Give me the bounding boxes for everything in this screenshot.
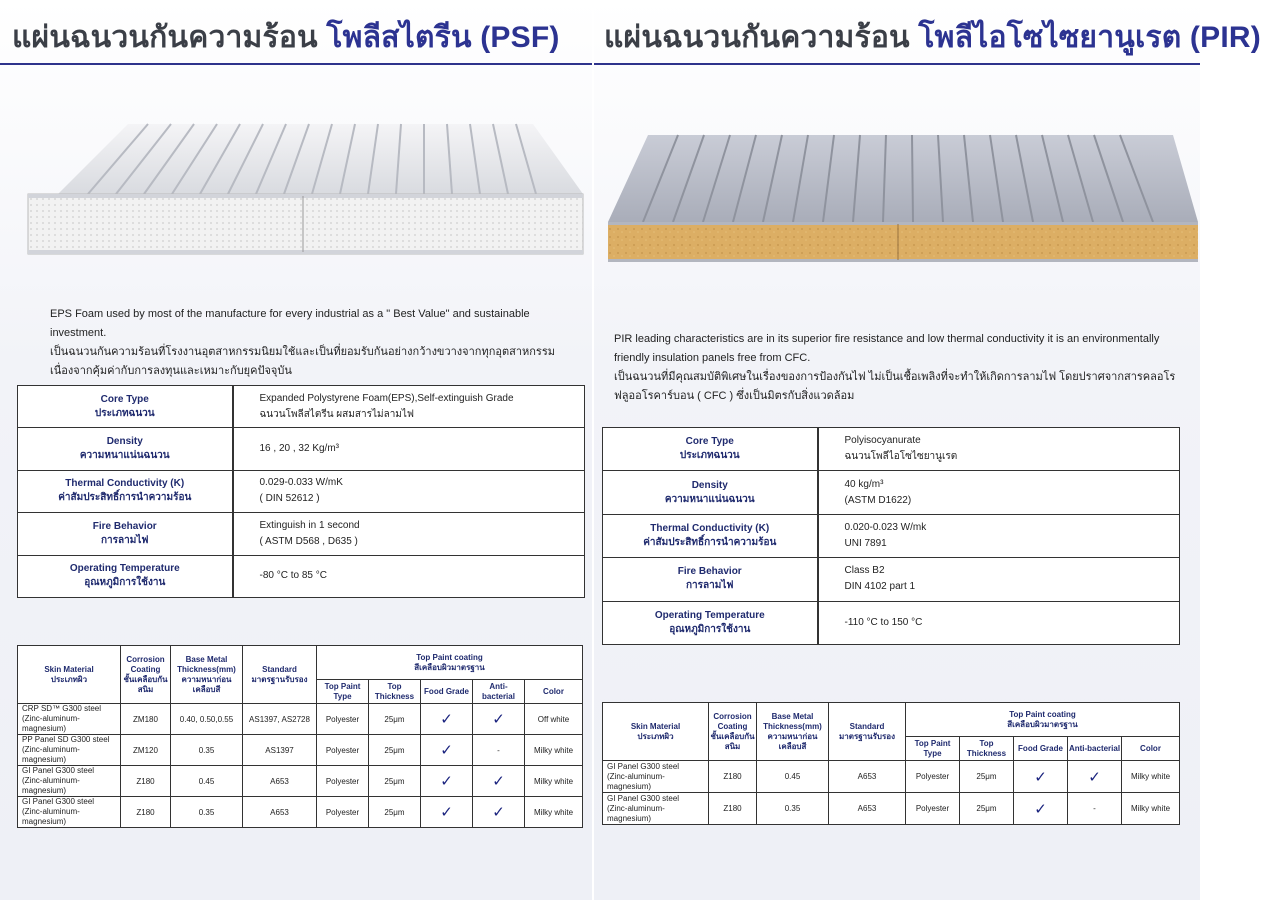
header-color: Color (525, 680, 583, 704)
psf-desc-th: เป็นฉนวนกันความร้อนที่โรงงานอุตสาหกรรมนิยมใช้และเป็นที่ยอมรับกันอย่างกว้างขวางจากทุกอุตสาหกรรมเนื่องจากคุ้มค่ากับการลงทุนและเหมาะกับยุคปัจจุบัน (50, 346, 555, 377)
cell-top-thickness: 25μm (960, 761, 1014, 793)
spec-value-1: -110 °C to 150 °C (844, 616, 923, 628)
spec-key-th: การลามไฟ (101, 534, 149, 546)
cell-top-thickness: 25μm (369, 766, 421, 797)
header-coating-th: ชั้นเคลือบกันสนิม (710, 731, 755, 751)
material-sub: (Zinc-aluminum-magnesium) (22, 745, 80, 764)
pir-desc-en: PIR leading characteristics are in its superior fire resistance and low thermal conductivity it is an environmentally friendly insulation panels free from CFC. (614, 333, 1160, 364)
material-sub: (Zinc-aluminum-magnesium) (607, 771, 665, 791)
header-skin (603, 703, 709, 761)
cell-color: Milky white (525, 766, 583, 797)
material-sub: (Zinc-aluminum-magnesium) (22, 807, 80, 826)
spec-key-th: ประเภทฉนวน (94, 407, 155, 419)
cell-standard: A653 (243, 797, 317, 828)
check-icon: ✓ (1014, 793, 1068, 825)
cell-coating: ZM180 (121, 704, 171, 735)
header-top-thickness: Top Thickness (369, 680, 421, 704)
spec-key (603, 558, 818, 601)
spec-key-en: Fire Behavior (677, 566, 742, 578)
cell-paint-type: Polyester (317, 797, 369, 828)
cell-paint-type: Polyester (906, 793, 960, 825)
cell-top-thickness: 25μm (369, 797, 421, 828)
header-coating-en: Corrosion Coating (713, 711, 752, 731)
header-standard-th: มาตรฐานรับรอง (838, 731, 895, 741)
spec-key-en: Thermal Conductivity (K) (650, 522, 770, 534)
spec-row (603, 428, 1180, 471)
header-top-paint-en: Top Paint coating (1009, 709, 1076, 719)
table-row (603, 761, 1180, 793)
spec-key-en: Core Type (685, 436, 734, 448)
pir-heading (604, 14, 1261, 61)
spec-key (18, 470, 233, 512)
cell-standard: AS1397 (243, 735, 317, 766)
cell-color: Milky white (525, 797, 583, 828)
cell-color: Off white (525, 704, 583, 735)
psf-title-thai: แผ่นฉนวนกันความร้อน (12, 21, 318, 54)
table-row (18, 766, 583, 797)
spec-value-2: ( ASTM D568 , D635 ) (259, 535, 358, 547)
cell-coating: Z180 (121, 797, 171, 828)
pir-material-table (602, 702, 1180, 825)
material-name: GI Panel G300 steel (22, 766, 95, 775)
pir-panel (594, 0, 1261, 900)
title-rule (594, 63, 1200, 65)
spec-key-en: Thermal Conductivity (K) (65, 478, 185, 490)
header-standard (829, 703, 906, 761)
header-food-grade: Food Grade (1014, 737, 1068, 761)
spec-key-th: ค่าสัมประสิทธิ์การนำความร้อน (643, 536, 777, 548)
spec-value-2: ( DIN 52612 ) (259, 493, 320, 505)
header-standard (243, 646, 317, 704)
spec-value-2: (ASTM D1622) (844, 494, 912, 506)
material-name: GI Panel G300 steel (607, 761, 680, 771)
cell-material (18, 797, 121, 828)
cell-color: Milky white (1122, 793, 1180, 825)
header-skin-en: Skin Material (44, 664, 94, 674)
check-icon: ✓ (421, 735, 473, 766)
header-thickness (757, 703, 829, 761)
cell-coating: Z180 (121, 766, 171, 797)
cell-thickness: 0.45 (757, 761, 829, 793)
spec-row (18, 386, 585, 428)
psf-title-product: โพลีสไตรีน (PSF) (326, 21, 560, 54)
cell-thickness: 0.35 (171, 797, 243, 828)
spec-value-1: -80 °C to 85 °C (259, 570, 327, 582)
header-paint-type: Top Paint Type (317, 680, 369, 704)
cell-paint-type: Polyester (317, 735, 369, 766)
table-row (18, 797, 583, 828)
header-coating (121, 646, 171, 704)
header-top-paint-th: สีเคลือบผิวมาตรฐาน (414, 662, 485, 672)
material-sub: (Zinc-aluminum-magnesium) (22, 776, 80, 795)
spec-value-2: UNI 7891 (844, 537, 887, 549)
header-standard-en: Standard (262, 664, 297, 674)
cell-coating: Z180 (709, 793, 757, 825)
header-anti-bacterial: Anti-bacterial (473, 680, 525, 704)
spec-row (603, 601, 1180, 644)
cell-material (603, 761, 709, 793)
header-top-paint (906, 703, 1180, 737)
spec-value-1: Extinguish in 1 second (259, 519, 360, 531)
cell-standard: A653 (243, 766, 317, 797)
spec-key (603, 471, 818, 514)
spec-value (818, 471, 1180, 514)
spec-row (18, 555, 585, 597)
spec-row (603, 514, 1180, 557)
cell-thickness: 0.40, 0.50,0.55 (171, 704, 243, 735)
spec-value-1: 40 kg/m³ (844, 478, 884, 490)
spec-value-2: DIN 4102 part 1 (844, 581, 916, 593)
spec-value-2: ฉนวนโพลีไอโซไซยานูเรต (844, 451, 958, 463)
spec-key-th: การลามไฟ (686, 580, 734, 592)
spec-key-en: Density (691, 479, 728, 491)
title-rule (0, 63, 594, 65)
spec-key-en: Fire Behavior (92, 520, 157, 532)
cell-standard: A653 (829, 761, 906, 793)
cell-material (18, 735, 121, 766)
header-standard-th: มาตรฐานรับรอง (251, 674, 308, 684)
psf-spec-table (17, 385, 585, 598)
spec-key-en: Operating Temperature (69, 563, 180, 575)
header-skin-th: ประเภทผิว (637, 731, 674, 741)
cell-material (603, 793, 709, 825)
spec-value (818, 601, 1180, 644)
psf-panel (0, 0, 594, 900)
spec-value-1: Class B2 (844, 565, 885, 577)
cell-material (18, 766, 121, 797)
spec-key (18, 428, 233, 470)
table-row (18, 704, 583, 735)
cell-standard: AS1397, AS2728 (243, 704, 317, 735)
cell-top-thickness: 25μm (369, 735, 421, 766)
header-skin-th: ประเภทผิว (50, 674, 88, 684)
cell-material (18, 704, 121, 735)
pir-desc-th: เป็นฉนวนที่มีคุณสมบัติพิเศษในเรื่องของการป้องกันไฟ ไม่เป็นเชื้อเพลิงที่จะทำให้เกิดการลามไฟ โดยปราศจากสารคลอโรฟลูออโรคาร์บอน ( CFC ) ซึ่งเป็นมิตรกับสิ่งแวดล้อม (614, 371, 1176, 402)
spec-key-en: Core Type (100, 393, 149, 405)
table-row (603, 793, 1180, 825)
material-sub: (Zinc-aluminum-magnesium) (607, 803, 665, 823)
spec-key-th: ความหนาแน่นฉนวน (664, 493, 755, 505)
spec-row (18, 513, 585, 555)
header-thickness-th: ความหนาก่อนเคลือบสี (181, 674, 232, 694)
spec-value (233, 513, 585, 555)
check-icon: ✓ (1068, 761, 1122, 793)
cell-top-thickness: 25μm (369, 704, 421, 735)
eps-sandwich-panel-image (28, 124, 588, 274)
material-name: CRP SD™ G300 steel (22, 704, 101, 713)
cell-anti-bacterial: - (473, 735, 525, 766)
material-sub: (Zinc-aluminum-magnesium) (22, 714, 80, 733)
spec-row (18, 470, 585, 512)
spec-row (603, 471, 1180, 514)
cell-standard: A653 (829, 793, 906, 825)
header-thickness (171, 646, 243, 704)
spec-key (18, 555, 233, 597)
spec-key (18, 386, 233, 428)
spec-key (603, 428, 818, 471)
header-thickness-en: Base Metal Thickness(mm) (177, 654, 236, 674)
cell-coating: ZM120 (121, 735, 171, 766)
cell-coating: Z180 (709, 761, 757, 793)
spec-value (233, 386, 585, 428)
header-thickness-en: Base Metal Thickness(mm) (763, 711, 822, 731)
psf-description (50, 305, 580, 381)
spec-value-1: 0.029-0.033 W/mK (259, 477, 343, 489)
cell-color: Milky white (525, 735, 583, 766)
spec-key (603, 514, 818, 557)
check-icon: ✓ (473, 766, 525, 797)
cell-anti-bacterial: - (1068, 793, 1122, 825)
spec-key-th: อุณหภูมิการใช้งาน (669, 623, 751, 635)
check-icon: ✓ (473, 797, 525, 828)
material-name: GI Panel G300 steel (22, 797, 95, 806)
header-top-paint (317, 646, 583, 680)
header-color: Color (1122, 737, 1180, 761)
psf-material-table (17, 645, 583, 828)
header-skin (18, 646, 121, 704)
spec-value-1: 16 , 20 , 32 Kg/m³ (259, 443, 339, 455)
spec-key-en: Operating Temperature (654, 609, 765, 621)
cell-top-thickness: 25μm (960, 793, 1014, 825)
header-skin-en: Skin Material (630, 721, 681, 731)
spec-row (18, 428, 585, 470)
cell-color: Milky white (1122, 761, 1180, 793)
pir-sandwich-panel-image (608, 130, 1198, 270)
header-coating-en: Corrosion Coating (126, 654, 165, 674)
cell-paint-type: Polyester (906, 761, 960, 793)
spec-value (233, 428, 585, 470)
header-top-paint-th: สีเคลือบผิวมาตรฐาน (1007, 719, 1078, 729)
pir-title-thai: แผ่นฉนวนกันความร้อน (604, 21, 910, 54)
spec-key (18, 513, 233, 555)
spec-key-th: ประเภทฉนวน (679, 450, 740, 462)
pir-title-product: โพลีไอโซไซยานูเรต (PIR) (918, 21, 1261, 54)
header-food-grade: Food Grade (421, 680, 473, 704)
header-top-thickness: Top Thickness (960, 737, 1014, 761)
material-name: PP Panel SD G300 steel (22, 735, 110, 744)
spec-value-1: 0.020-0.023 W/mk (844, 521, 927, 533)
spec-value (233, 470, 585, 512)
cell-paint-type: Polyester (317, 766, 369, 797)
spec-row (603, 558, 1180, 601)
pir-spec-table (602, 427, 1180, 645)
spec-value (233, 555, 585, 597)
header-anti-bacterial: Anti-bacterial (1068, 737, 1122, 761)
spec-value (818, 514, 1180, 557)
header-coating (709, 703, 757, 761)
check-icon: ✓ (421, 766, 473, 797)
pir-description (614, 330, 1189, 406)
header-paint-type: Top Paint Type (906, 737, 960, 761)
spec-value-1: Polyisocyanurate (844, 435, 921, 447)
cell-paint-type: Polyester (317, 704, 369, 735)
spec-value (818, 558, 1180, 601)
cell-thickness: 0.35 (171, 735, 243, 766)
spec-key (603, 601, 818, 644)
spec-value (818, 428, 1180, 471)
header-thickness-th: ความหนาก่อนเคลือบสี (767, 731, 818, 751)
cell-thickness: 0.45 (171, 766, 243, 797)
check-icon: ✓ (421, 797, 473, 828)
header-coating-th: ชั้นเคลือบกันสนิม (123, 674, 168, 694)
spec-value-2: ฉนวนโพลีสไตรีน ผสมสารไม่ลามไฟ (259, 408, 415, 420)
spec-key-th: ความหนาแน่นฉนวน (79, 450, 170, 462)
psf-desc-en: EPS Foam used by most of the manufacture for every industrial as a " Best Value" and sustainable investment. (50, 308, 530, 339)
spec-value-1: Expanded Polystyrene Foam(EPS),Self-extinguish Grade (259, 392, 514, 404)
header-standard-en: Standard (849, 721, 885, 731)
cell-thickness: 0.35 (757, 793, 829, 825)
check-icon: ✓ (421, 704, 473, 735)
spec-key-th: อุณหภูมิการใช้งาน (84, 577, 166, 589)
check-icon: ✓ (473, 704, 525, 735)
check-icon: ✓ (1014, 761, 1068, 793)
spec-key-th: ค่าสัมประสิทธิ์การนำความร้อน (58, 492, 192, 504)
header-top-paint-en: Top Paint coating (416, 652, 483, 662)
material-name: GI Panel G300 steel (607, 793, 680, 803)
spec-key-en: Density (106, 436, 143, 448)
table-row (18, 735, 583, 766)
psf-heading (12, 14, 560, 61)
